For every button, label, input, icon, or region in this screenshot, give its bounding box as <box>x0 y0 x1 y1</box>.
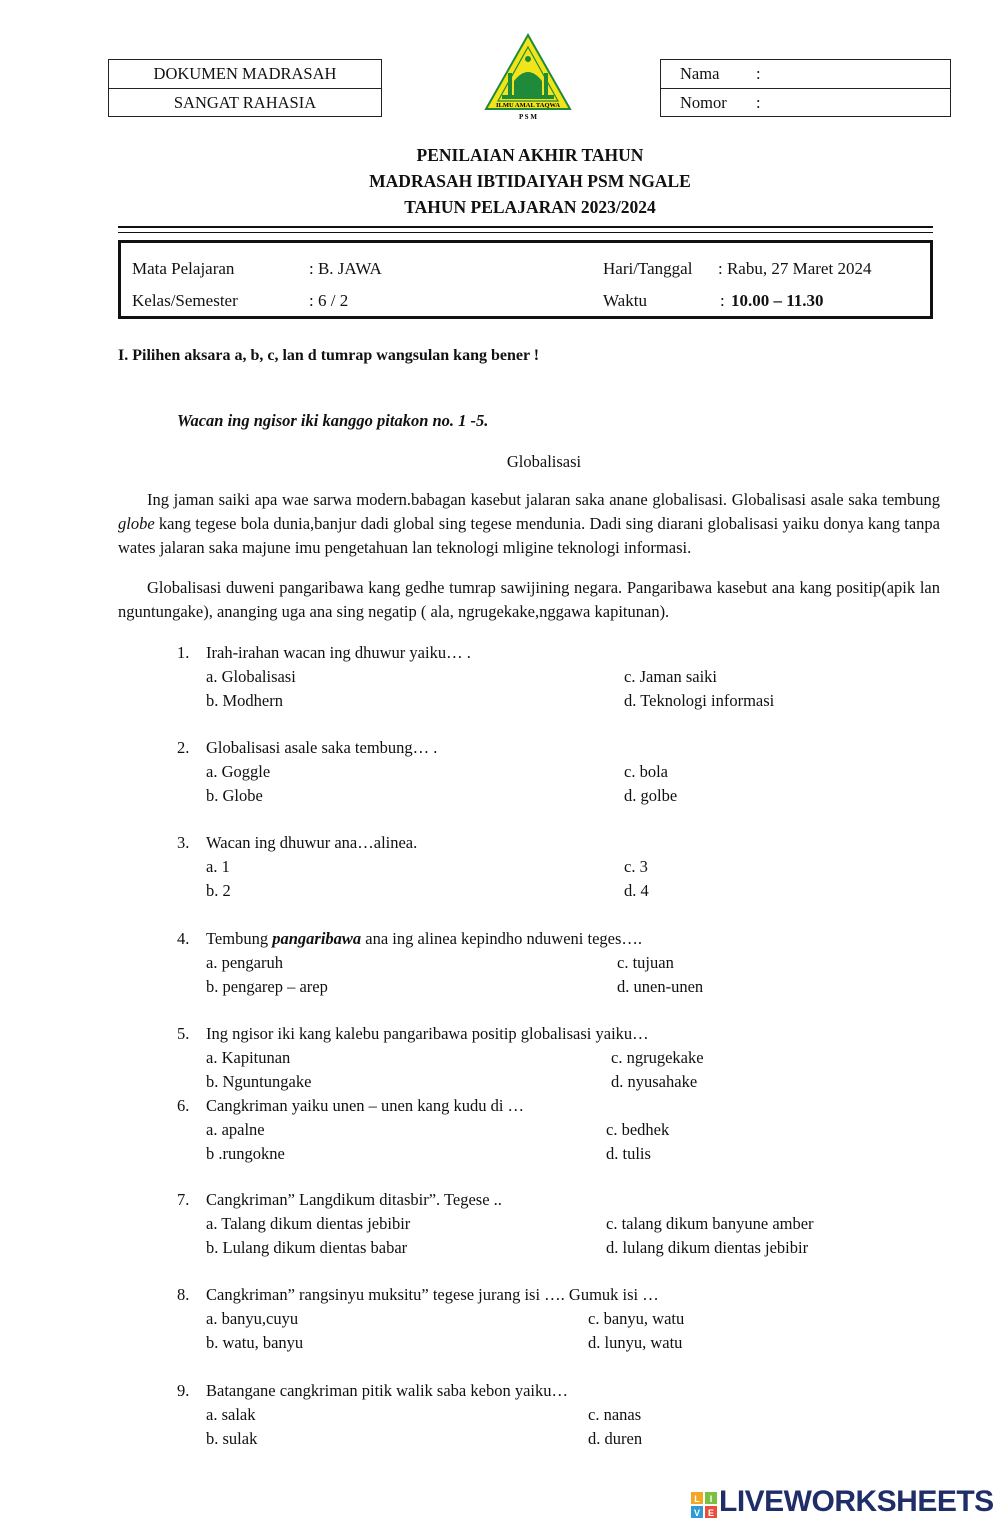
answer-option-a[interactable]: a. Talang dikum dientas jebibir <box>206 1214 411 1233</box>
school-logo <box>484 33 572 123</box>
question-stem <box>206 929 642 949</box>
reading-title: Globalisasi <box>506 452 582 471</box>
logo-initials: P S M <box>519 113 537 121</box>
liveworksheets-watermark: LIVEWORKSHEETS <box>719 1485 994 1518</box>
svg-text:I: I <box>709 1494 713 1504</box>
liveworksheets-grid-icon <box>691 1492 717 1518</box>
document-label: DOKUMEN MADRASAH <box>153 64 337 83</box>
answer-option-d[interactable]: d. unen-unen <box>617 977 704 996</box>
answer-option-b[interactable]: b. Globe <box>206 786 263 805</box>
question-number: 4. <box>177 929 190 948</box>
date-value: : Rabu, 27 Maret 2024 <box>718 259 872 278</box>
time-label: Waktu <box>603 291 647 310</box>
answer-option-b[interactable]: b. 2 <box>206 881 231 900</box>
svg-text:V: V <box>693 1508 701 1518</box>
question-number: 6. <box>177 1096 190 1115</box>
question-stem-keyword: pangaribawa <box>272 929 362 948</box>
question-number: 9. <box>177 1381 190 1400</box>
title-divider-thin <box>118 232 933 233</box>
answer-option-d[interactable]: d. nyusahake <box>611 1072 698 1091</box>
name-row <box>661 60 950 88</box>
answer-option-c[interactable]: c. talang dikum banyune amber <box>606 1214 814 1233</box>
number-field[interactable]: : <box>756 93 761 112</box>
answer-option-c[interactable]: c. banyu, watu <box>588 1309 685 1328</box>
answer-option-b[interactable]: b .rungokne <box>206 1144 285 1163</box>
name-label: Nama <box>680 64 720 83</box>
date-label: Hari/Tanggal <box>603 259 693 278</box>
exam-info-box <box>118 240 933 319</box>
title-divider <box>118 226 933 228</box>
answer-option-d[interactable]: d. 4 <box>624 881 649 900</box>
document-classification-box <box>108 59 382 117</box>
answer-option-c[interactable]: c. Jaman saiki <box>624 667 718 686</box>
class-label: Kelas/Semester <box>132 291 238 310</box>
answer-option-d[interactable]: d. Teknologi informasi <box>624 691 775 710</box>
answer-option-d[interactable]: d. lulang dikum dientas jebibir <box>606 1238 809 1257</box>
answer-option-c[interactable]: c. tujuan <box>617 953 674 972</box>
question-number: 1. <box>177 643 190 662</box>
school-logo-icon <box>484 33 572 123</box>
paragraph-1-start: Ing jaman saiki apa wae sarwa modern.babagan kasebut jalaran saka anane globalisasi. Globalisasi asale saka tembung <box>147 490 940 509</box>
answer-option-a[interactable]: a. pengaruh <box>206 953 283 972</box>
answer-option-a[interactable]: a. apalne <box>206 1120 265 1139</box>
subject-label: Mata Pelajaran <box>132 259 235 278</box>
svg-text:E: E <box>707 1508 715 1518</box>
question-stem: Globalisasi asale saka tembung… . <box>206 738 438 757</box>
section-instruction: I. Pilihen aksara a, b, c, lan d tumrap wangsulan kang bener ! <box>118 347 540 364</box>
school-name: MADRASAH IBTIDAIYAH PSM NGALE <box>369 171 691 191</box>
question-number: 7. <box>177 1190 190 1209</box>
question-stem: Irah-irahan wacan ing dhuwur yaiku… . <box>206 643 471 662</box>
answer-option-a[interactable]: a. salak <box>206 1405 256 1424</box>
number-row <box>661 88 950 116</box>
question-number: 8. <box>177 1285 190 1304</box>
question-stem-start: Tembung <box>206 929 273 948</box>
answer-option-d[interactable]: d. duren <box>588 1429 643 1448</box>
time-colon: : <box>720 291 725 310</box>
reading-note: Wacan ing ngisor iki kanggo pitakon no. 1 -5. <box>177 411 489 430</box>
confidential-label: SANGAT RAHASIA <box>109 88 381 116</box>
answer-option-b[interactable]: b. Lulang dikum dientas babar <box>206 1238 408 1257</box>
number-label: Nomor <box>680 93 727 112</box>
class-value: : 6 / 2 <box>309 291 349 310</box>
question-number: 5. <box>177 1024 190 1043</box>
time-value: 10.00 – 11.30 <box>731 291 824 310</box>
answer-option-b[interactable]: b. Nguntungake <box>206 1072 312 1091</box>
answer-option-c[interactable]: c. bedhek <box>606 1120 670 1139</box>
answer-option-c[interactable]: c. nanas <box>588 1405 642 1424</box>
question-stem: Ing ngisor iki kang kalebu pangaribawa positip globalisasi yaiku… <box>206 1024 649 1043</box>
subject-value: : B. JAWA <box>309 259 382 278</box>
answer-option-b[interactable]: b. watu, banyu <box>206 1333 304 1352</box>
answer-option-a[interactable]: a. Globalisasi <box>206 667 296 686</box>
question-stem-end: ana ing alinea kepindho nduweni teges…. <box>361 929 643 948</box>
question-stem: Wacan ing dhuwur ana…alinea. <box>206 833 418 852</box>
logo-motto: ILMU AMAL TAQWA <box>495 102 561 109</box>
question-stem: Cangkriman” Langdikum ditasbir”. Tegese .. <box>206 1190 502 1209</box>
answer-option-d[interactable]: d. lunyu, watu <box>588 1333 683 1352</box>
reading-paragraph-1 <box>118 488 940 560</box>
answer-option-c[interactable]: c. ngrugekake <box>611 1048 704 1067</box>
question-stem: Batangane cangkriman pitik walik saba kebon yaiku… <box>206 1381 568 1400</box>
answer-option-a[interactable]: a. Kapitunan <box>206 1048 291 1067</box>
academic-year: TAHUN PELAJARAN 2023/2024 <box>404 197 656 217</box>
exam-title: PENILAIAN AKHIR TAHUN <box>416 145 644 165</box>
reading-paragraph-2: Globalisasi duweni pangaribawa kang gedhe tumrap sawijining negara. Pangaribawa kasebut ana kang positip(apik lan nguntungake), ananging uga ana sing negatip ( ala, ngrugekake,nggawa kapitunan). <box>118 578 940 621</box>
answer-option-d[interactable]: d. tulis <box>606 1144 651 1163</box>
answer-option-b[interactable]: b. Modhern <box>206 691 283 710</box>
question-number: 3. <box>177 833 190 852</box>
paragraph-1-end: kang tegese bola dunia,banjur dadi global sing tegese mendunia. Dadi sing diarani globalisasi yaiku donya kang tanpa wates jalaran saka majune imu pengetahuan lan teknologi mligine teknologi informasi. <box>118 514 940 557</box>
answer-option-a[interactable]: a. 1 <box>206 857 230 876</box>
answer-option-d[interactable]: d. golbe <box>624 786 678 805</box>
answer-option-c[interactable]: c. 3 <box>624 857 648 876</box>
paragraph-1-term: globe <box>118 514 155 533</box>
question-stem: Cangkriman” rangsinyu muksitu” tegese jurang isi …. Gumuk isi … <box>206 1285 659 1304</box>
answer-option-b[interactable]: b. pengarep – arep <box>206 977 328 996</box>
answer-option-b[interactable]: b. sulak <box>206 1429 258 1448</box>
answer-option-a[interactable]: a. banyu,cuyu <box>206 1309 299 1328</box>
question-number: 2. <box>177 738 190 757</box>
liveworksheets-logo <box>691 1492 717 1518</box>
student-identity-box <box>660 59 951 117</box>
name-field[interactable]: : <box>756 64 761 83</box>
answer-option-a[interactable]: a. Goggle <box>206 762 271 781</box>
question-stem: Cangkriman yaiku unen – unen kang kudu di … <box>206 1096 525 1115</box>
svg-text:L: L <box>694 1494 700 1504</box>
answer-option-c[interactable]: c. bola <box>624 762 668 781</box>
